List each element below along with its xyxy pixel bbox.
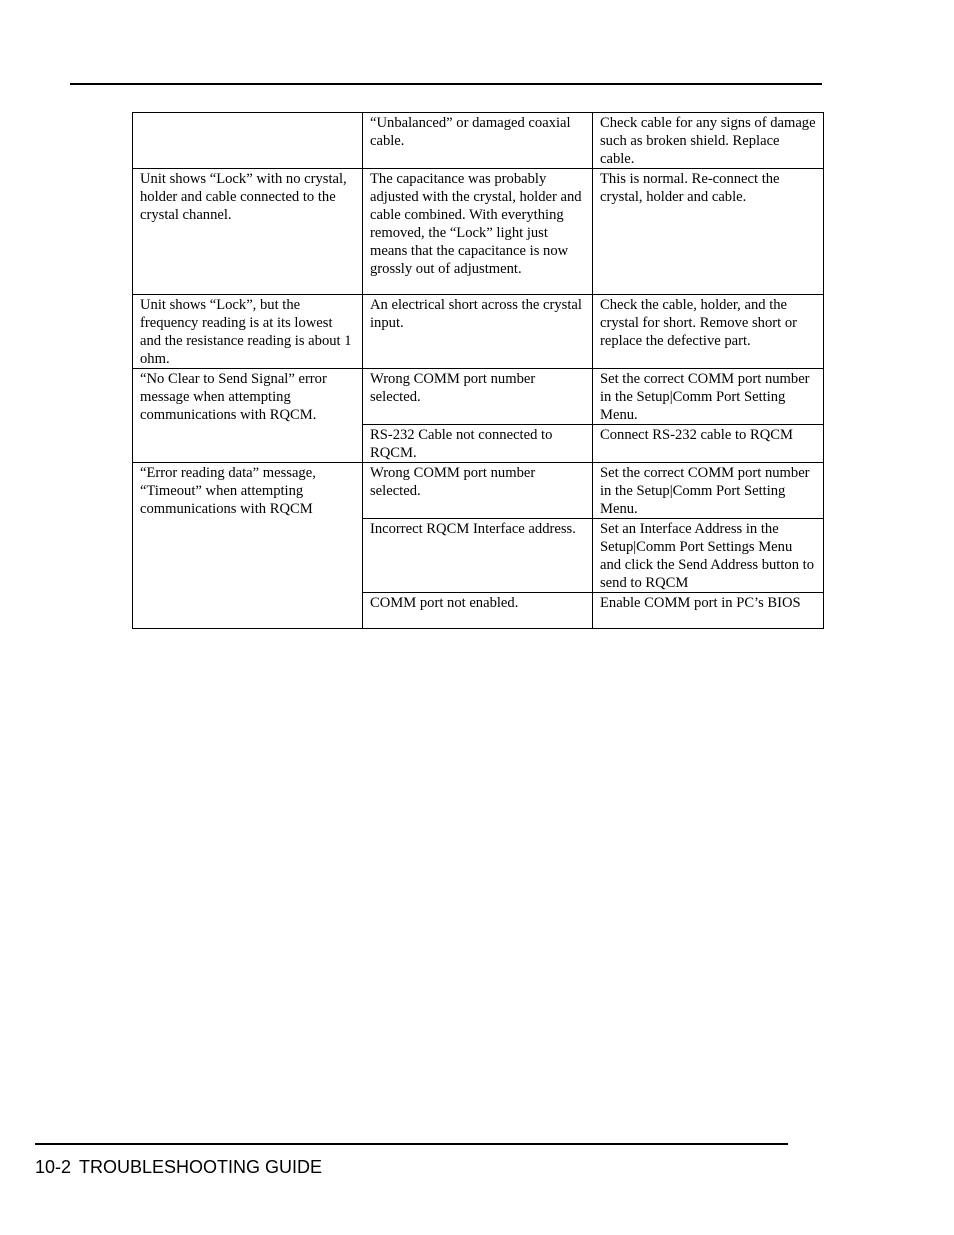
cause-cell: Incorrect RQCM Interface address. [363,519,593,593]
symptom-cell [133,113,363,169]
page-footer [35,1156,322,1178]
table-row [133,295,824,369]
symptom-cell: “Error reading data” message, “Timeout” when attempting communications with RQCM [133,463,363,629]
cause-cell: COMM port not enabled. [363,593,593,629]
cause-cell: RS-232 Cable not connected to RQCM. [363,425,593,463]
remedy-cell: This is normal. Re-connect the crystal, holder and cable. [593,169,824,295]
remedy-cell: Set the correct COMM port number in the Setup|Comm Port Setting Menu. [593,463,824,519]
section-title: TROUBLESHOOTING GUIDE [79,1157,323,1177]
cause-cell: Wrong COMM port number selected. [363,369,593,425]
page-number: 10-2 [35,1157,72,1177]
footer-rule [35,1143,788,1145]
cause-cell: “Unbalanced” or damaged coaxial cable. [363,113,593,169]
troubleshooting-table [132,112,824,629]
table-row [133,113,824,169]
symptom-cell: “No Clear to Send Signal” error message when attempting communications with RQCM. [133,369,363,463]
cause-cell: The capacitance was probably adjusted with the crystal, holder and cable combined. With everything removed, the “Lock” light just means that the capacitance is now grossly out of adjustment. [363,169,593,295]
cause-cell: An electrical short across the crystal input. [363,295,593,369]
symptom-cell: Unit shows “Lock” with no crystal, holder and cable connected to the crystal channel. [133,169,363,295]
table-row [133,463,824,519]
remedy-cell: Set an Interface Address in the Setup|Comm Port Settings Menu and click the Send Address button to send to RQCM [593,519,824,593]
remedy-cell: Check the cable, holder, and the crystal for short. Remove short or replace the defective part. [593,295,824,369]
symptom-cell: Unit shows “Lock”, but the frequency reading is at its lowest and the resistance reading is about 1 ohm. [133,295,363,369]
table-row [133,169,824,295]
remedy-cell: Enable COMM port in PC’s BIOS [593,593,824,629]
remedy-cell: Connect RS-232 cable to RQCM [593,425,824,463]
cause-cell: Wrong COMM port number selected. [363,463,593,519]
header-rule [70,83,822,85]
remedy-cell: Set the correct COMM port number in the Setup|Comm Port Setting Menu. [593,369,824,425]
table-row [133,369,824,425]
remedy-cell: Check cable for any signs of damage such as broken shield. Replace cable. [593,113,824,169]
